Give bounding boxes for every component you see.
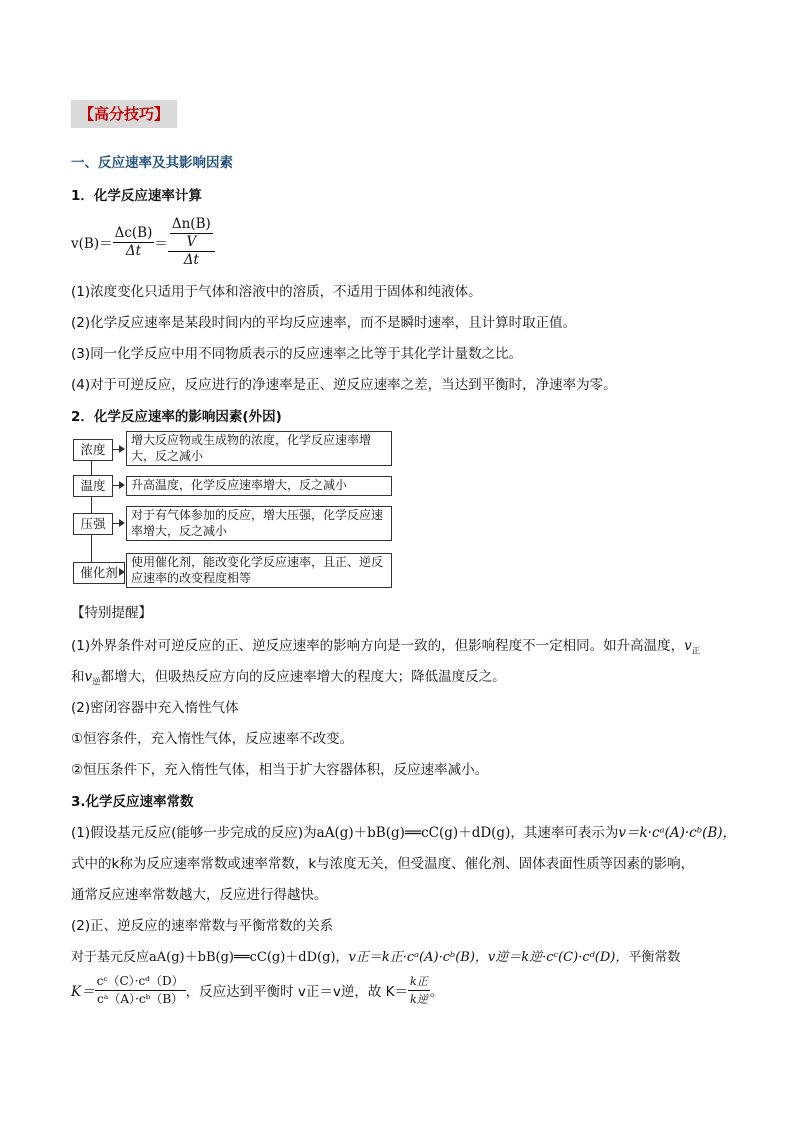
equilibrium-symbol: K＝: [71, 984, 95, 1000]
fraction-conc-time: [113, 225, 155, 260]
velocity-symbol: v: [684, 638, 692, 654]
fraction-denominator: Δt: [183, 251, 199, 268]
inner-denominator: V: [186, 233, 197, 250]
fraction-numerator-compound: [168, 216, 215, 252]
arrow-icon: [119, 568, 125, 576]
rate-constant-fraction: [408, 973, 430, 1008]
note-1: (1)浓度变化只适用于气体和溶液中的溶质，不适用于固体和纯液体。: [71, 284, 482, 300]
rate-expression: v＝k·cᵃ(A)·cᵇ(B)，: [618, 825, 737, 841]
period-mark: 。: [429, 984, 444, 1000]
rate-const-line-4: (2)正、逆反应的速率常数与平衡常数的关系: [71, 918, 334, 934]
fraction-numerator: k正: [408, 973, 430, 991]
reminder-para-2: (2)密闭容器中充入惰性气体: [71, 700, 239, 716]
reverse-rate-expression: v逆＝k逆·cᶜ(C)·cᵈ(D)，: [487, 950, 629, 965]
paragraph-text: (1)假设基元反应(能够一步完成的反应)为: [71, 825, 317, 841]
note-3: (3)同一化学反应中用不同物质表示的反应速率之比等于其化学计量数之比。: [71, 346, 523, 362]
factor-desc-concentration: 增大反应物或生成物的浓度，化学反应速率增大，反之减小: [126, 431, 392, 466]
arrow-icon: [119, 519, 125, 527]
subsection-title-3: 3.化学反应速率常数: [71, 794, 194, 810]
rate-const-line-3: 通常反应速率常数越大，反应进行得越快。: [71, 887, 328, 903]
section-banner: 【高分技巧】: [71, 100, 177, 128]
reminder-text: (1)外界条件对可逆反应的正、逆反应速率的影响方向是一致的，但影响程度不一定相同。如升高温度，: [71, 638, 685, 654]
reminder-para-3: ①恒容条件，充入惰性气体，反应速率不改变。: [71, 731, 354, 747]
section-title: 一、反应速率及其影响因素: [71, 155, 233, 171]
factor-desc-temperature: 升高温度，化学反应速率增大，反之减小: [126, 476, 392, 496]
reminder-para-4: ②恒压条件下，充入惰性气体，相当于扩大容器体积，反应速率减小。: [71, 762, 489, 778]
fraction-denominator: k逆: [410, 992, 428, 1006]
reminder-text: 和: [71, 669, 85, 685]
factor-label-catalyst: 催化剂: [73, 562, 125, 584]
rate-formula: [71, 212, 215, 272]
note-2: (2)化学反应速率是某段时间内的平均反应速率，而不是瞬时速率，且计算时取正值。: [71, 315, 577, 331]
reminder-para-1: [71, 634, 700, 657]
equilibrium-constant-formula: [71, 970, 443, 1010]
velocity-symbol: v: [84, 669, 93, 685]
reaction-equation: aA(g)＋bB(g)══cC(g)＋dD(g)，: [149, 950, 349, 965]
fraction-denominator: Δt: [125, 242, 142, 259]
reminder-para-1-cont: [71, 665, 506, 688]
arrow-icon: [119, 445, 125, 453]
fraction-denominator: cᵃ（A）·cᵇ（B）: [97, 991, 184, 1006]
reminder-title: 【特别提醒】: [71, 605, 152, 621]
equilibrium-fraction: [95, 973, 186, 1008]
subsection-title-2: 2．化学反应速率的影响因素(外因): [71, 409, 282, 425]
note-4: (4)对于可逆反应，反应进行的净速率是正、逆反应速率之差，当达到平衡时，净速率为零。: [71, 377, 617, 393]
subsection-title-1: 1．化学反应速率计算: [71, 188, 202, 204]
forward-rate-expression: v正＝k正·cᵃ(A)·cᵇ(B)，: [348, 950, 488, 965]
factor-label-pressure: 压强: [73, 513, 113, 535]
formula-equals: ＝: [154, 236, 168, 252]
rate-const-line-1: [71, 821, 736, 841]
paragraph-text: ，反应达到平衡时 v正＝v逆，故 K＝: [185, 984, 409, 1000]
factor-desc-catalyst: 使用催化剂，能改变化学反应速率，且正、逆反应速率的改变程度相等: [126, 553, 392, 588]
reaction-equation: aA(g)＋bB(g)══cC(g)＋dD(g): [316, 825, 511, 841]
inner-numerator: Δn(B): [171, 215, 211, 232]
factor-desc-pressure: 对于有气体参加的反应，增大压强，化学反应速率增大，反之减小: [126, 506, 392, 541]
reminder-text: 都增大，但吸热反应方向的反应速率增大的程度大；降低温度反之。: [100, 669, 506, 685]
fraction-moles-volume-time: [168, 216, 215, 269]
paragraph-text: 对于基元反应: [71, 950, 150, 965]
rate-const-line-2: 式中的k称为反应速率常数或速率常数，k与浓度无关，但受温度、催化剂、固体表面性质等因素的影响，: [71, 856, 695, 872]
paragraph-text: ，其速率可表示为: [510, 825, 619, 841]
rate-const-line-5: [71, 946, 680, 965]
subscript-reverse: 逆: [92, 677, 101, 688]
factor-label-temperature: 温度: [73, 475, 113, 497]
formula-lhs: v(B)＝: [71, 236, 113, 252]
fraction-numerator: Δc(B): [114, 224, 153, 241]
factor-label-concentration: 浓度: [73, 439, 113, 461]
fraction-numerator: cᶜ（C）·cᵈ（D）: [95, 973, 186, 991]
paragraph-text: 平衡常数: [628, 950, 681, 965]
arrow-icon: [119, 481, 125, 489]
subscript-forward: 正: [691, 646, 701, 657]
